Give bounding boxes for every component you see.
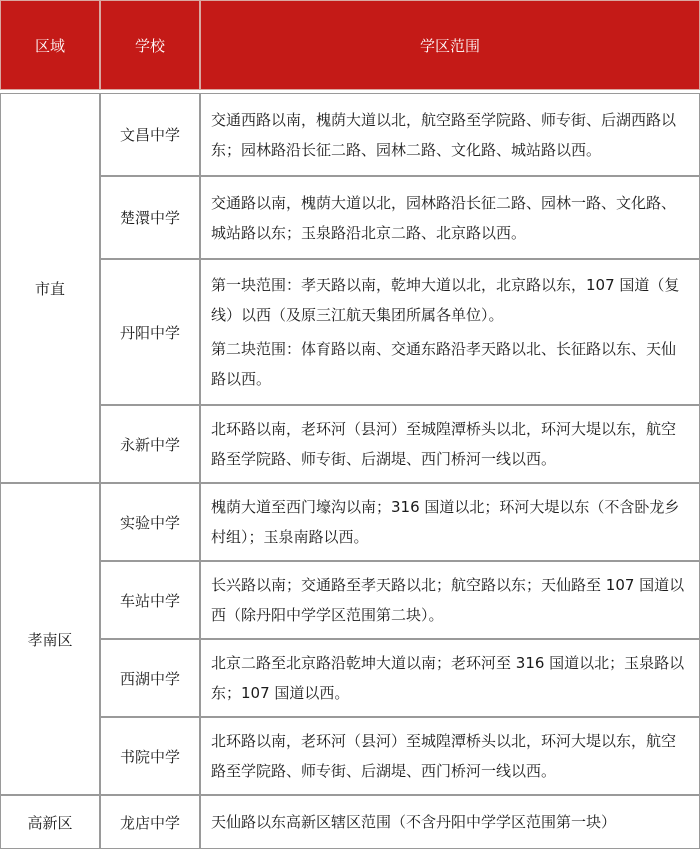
scope-cell [200,93,700,176]
school-cell: 文昌中学 [100,93,200,176]
scope-cell [200,717,700,795]
school-cell: 楚澴中学 [100,176,200,259]
header-region: 区域 [0,0,100,90]
scope-cell [200,561,700,639]
school-cell: 西湖中学 [100,639,200,717]
scope-text: 第一块范围：孝天路以南，乾坤大道以北，北京路以东，107 国道（复线）以西（及原三江航天集团所属各单位）。 [211,276,680,324]
scope-cell [200,483,700,561]
region-cell: 孝南区 [0,483,100,795]
scope-text: 天仙路以东高新区辖区范围（不含丹阳中学学区范围第一块） [211,813,617,831]
scope-cell [200,639,700,717]
scope-text: 长兴路以南；交通路至孝天路以北；航空路以东；天仙路至 107 国道以西（除丹阳中学学区范围第二块）。 [211,576,685,624]
scope-text: 第二块范围：体育路以南、交通东路沿孝天路以北、长征路以东、天仙路以西。 [211,340,677,388]
table-row [0,176,700,259]
scope-text: 槐荫大道至西门壕沟以南；316 国道以北；环河大堤以东（不含卧龙乡村组）；玉泉南路以西。 [211,498,680,546]
scope-text: 交通路以南，槐荫大道以北，园林路沿长征二路、园林一路、文化路、城站路以东；玉泉路沿北京二路、北京路以西。 [211,193,677,242]
scope-text: 北京二路至北京路沿乾坤大道以南；老环河至 316 国道以北；玉泉路以东；107 国道以西。 [211,654,685,702]
school-cell: 永新中学 [100,405,200,483]
region-cell: 高新区 [0,795,100,849]
scope-text: 北环路以南，老环河（县河）至城隍潭桥头以北，环河大堤以东，航空路至学院路、师专街、后湖堤、西门桥河一线以西。 [211,420,677,468]
scope-text: 交通西路以南，槐荫大道以北，航空路至学院路、师专街、后湖西路以东；园林路沿长征二路、园林二路、文化路、城站路以西。 [211,110,677,159]
scope-cell [200,405,700,483]
school-cell: 车站中学 [100,561,200,639]
scope-cell [200,259,700,405]
table-row [0,483,700,561]
scope-cell [200,176,700,259]
scope-cell [200,795,700,849]
table-row [0,717,700,795]
school-cell: 实验中学 [100,483,200,561]
table-row [0,795,700,849]
table-row [0,405,700,483]
header-school: 学校 [100,0,200,90]
school-cell: 龙店中学 [100,795,200,849]
table-row [0,259,700,405]
school-cell: 丹阳中学 [100,259,200,405]
table-row [0,93,700,176]
table-header-row [0,0,700,90]
table-row [0,561,700,639]
region-cell: 市直 [0,93,100,483]
school-cell: 书院中学 [100,717,200,795]
scope-text: 北环路以南，老环河（县河）至城隍潭桥头以北，环河大堤以东，航空路至学院路、师专街、后湖堤、西门桥河一线以西。 [211,732,677,780]
table-row [0,639,700,717]
header-scope: 学区范围 [200,0,700,90]
